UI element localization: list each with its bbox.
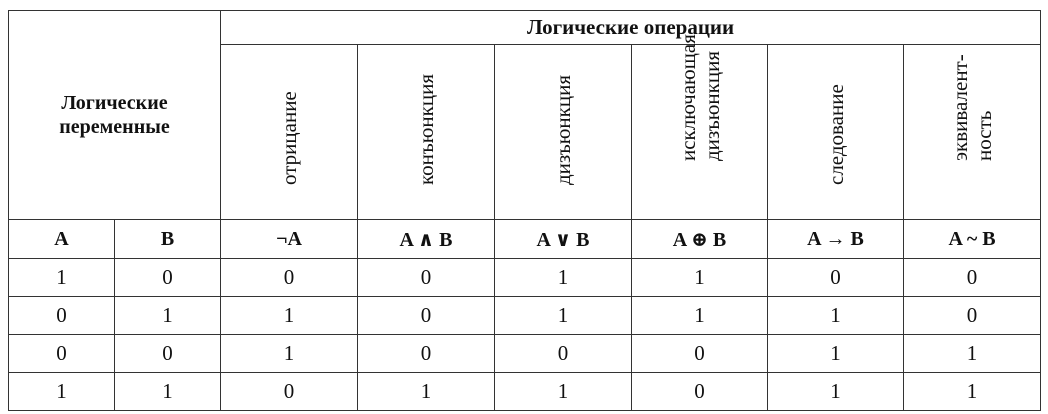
- symbol-row: [9, 220, 1041, 259]
- table-cell: 0: [9, 335, 115, 373]
- op-name-line: ность: [972, 110, 997, 161]
- op-name-xor-text: [676, 34, 724, 161]
- op-name-negation-text: [277, 91, 301, 185]
- table-cell: 1: [495, 297, 632, 335]
- table-cell: 0: [115, 335, 221, 373]
- table-cell: 1: [115, 297, 221, 335]
- op-name-implication-text: [824, 84, 848, 185]
- op-symbol-equivalence: A ~ B: [904, 220, 1041, 259]
- table-row: [9, 373, 1041, 411]
- op-name-line: эквивалент-: [948, 54, 973, 161]
- op-name-conjunction: [358, 45, 495, 220]
- table-cell: 1: [495, 259, 632, 297]
- operations-header: Логические операции: [221, 11, 1041, 45]
- variables-header: [9, 11, 221, 220]
- op-name-equivalence: [904, 45, 1041, 220]
- table-cell: 0: [632, 373, 768, 411]
- table-cell: 0: [358, 297, 495, 335]
- op-name-negation: [221, 45, 358, 220]
- variables-header-line2: переменные: [59, 116, 170, 138]
- table-cell: 0: [358, 335, 495, 373]
- op-name-disjunction: [495, 45, 632, 220]
- op-name-conjunction-text: [414, 74, 438, 185]
- table-cell: 0: [358, 259, 495, 297]
- variable-b-label: B: [115, 220, 221, 259]
- table-cell: 1: [904, 335, 1041, 373]
- table-cell: 1: [632, 297, 768, 335]
- table-row: [9, 297, 1041, 335]
- table-cell: 1: [9, 373, 115, 411]
- table-cell: 1: [768, 373, 904, 411]
- op-symbol-disjunction: A ∨ B: [495, 220, 632, 259]
- table-cell: 1: [115, 373, 221, 411]
- table-cell: 1: [221, 297, 358, 335]
- op-name-line: следование: [823, 84, 848, 185]
- table-cell: 1: [358, 373, 495, 411]
- op-symbol-negation: ¬A: [221, 220, 358, 259]
- table-cell: 0: [904, 297, 1041, 335]
- table-cell: 0: [221, 373, 358, 411]
- op-symbol-conjunction: A ∧ B: [358, 220, 495, 259]
- table-cell: 1: [221, 335, 358, 373]
- table-cell: 0: [9, 297, 115, 335]
- op-name-disjunction-text: [551, 75, 575, 185]
- op-name-xor: [632, 34, 768, 220]
- variables-header-line1: Логические: [61, 92, 168, 114]
- op-symbol-xor: A ⊕ B: [632, 220, 768, 259]
- truth-table: [8, 10, 1041, 411]
- op-name-line: дизъюнкция: [699, 51, 724, 161]
- variable-a-label: A: [9, 220, 115, 259]
- op-symbol-implication: A → B: [768, 220, 904, 259]
- op-name-line: дизъюнкция: [551, 75, 576, 185]
- op-name-equivalence-text: [948, 54, 996, 161]
- table-cell: 1: [904, 373, 1041, 411]
- table-cell: 0: [495, 335, 632, 373]
- table-cell: 0: [115, 259, 221, 297]
- op-name-implication: [768, 45, 904, 220]
- table-cell: 0: [768, 259, 904, 297]
- op-name-line: исключающая: [675, 34, 700, 161]
- table-cell: 1: [632, 259, 768, 297]
- table-cell: 0: [904, 259, 1041, 297]
- table-row: [9, 259, 1041, 297]
- table-cell: 0: [632, 335, 768, 373]
- table-cell: 1: [768, 297, 904, 335]
- table-cell: 1: [9, 259, 115, 297]
- table-row: [9, 335, 1041, 373]
- table-cell: 0: [221, 259, 358, 297]
- op-name-line: конъюнкция: [414, 74, 439, 185]
- op-name-line: отрицание: [277, 91, 302, 185]
- table-cell: 1: [495, 373, 632, 411]
- table-cell: 1: [768, 335, 904, 373]
